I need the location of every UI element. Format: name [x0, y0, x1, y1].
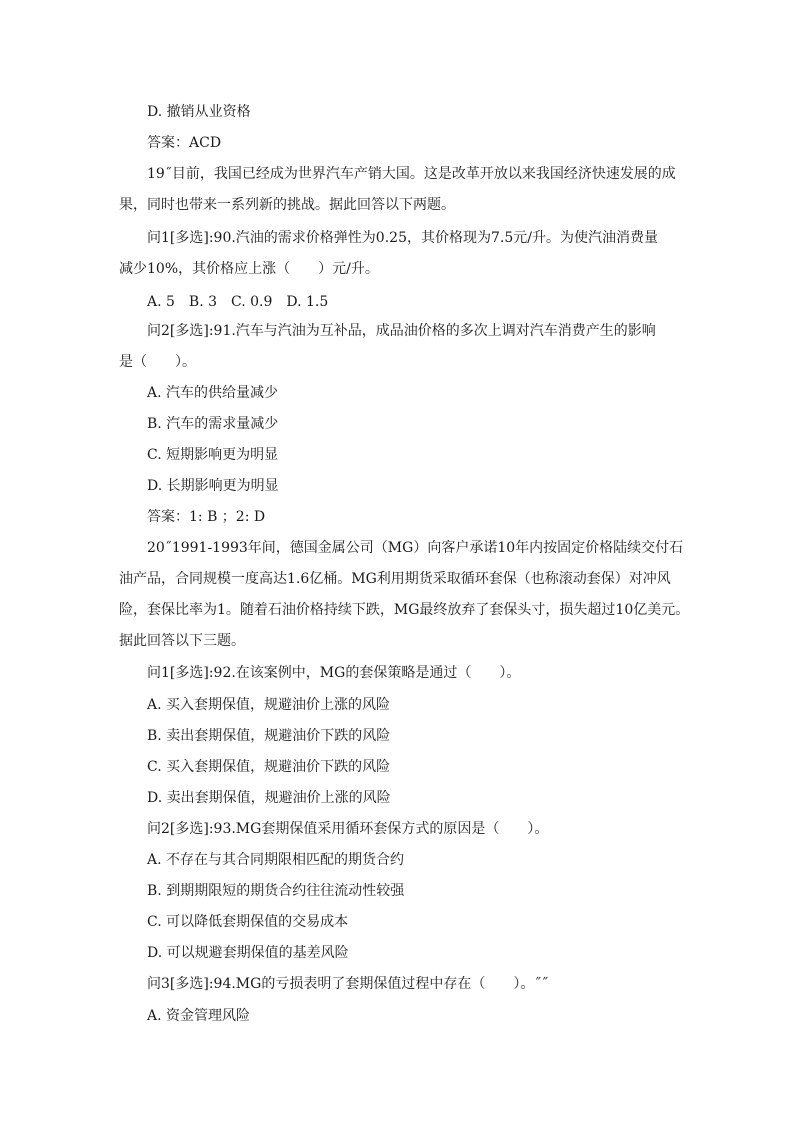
question-90-cont: 减少10%，其价格应上涨（ ）元/升。: [119, 261, 379, 277]
question-93: 问2[多选]:93.MG套期保值采用循环套保方式的原因是（ ）。: [147, 821, 549, 837]
question-91-cont: 是（ ）。: [119, 354, 196, 370]
option-b: B. 到期期限短的期货合约往往流动性较强: [147, 883, 405, 899]
question-94: 问3[多选]:94.MG的亏损表明了套期保值过程中存在（ ）。˝˝: [147, 976, 549, 992]
question-20-intro: 20˝1991-1993年间，德国金属公司（MG）向客户承诺10年内按固定价格陆续交付石: [147, 540, 684, 556]
question-90-options: A. 5 B. 3 C. 0.9 D. 1.5: [147, 294, 329, 310]
option-a: A. 不存在与其合同期限相匹配的期货合约: [147, 852, 405, 868]
question-19-intro-cont: 果，同时也带来一系列新的挑战。据此回答以下两题。: [119, 197, 455, 213]
question-90: 问1[多选]:90.汽油的需求价格弹性为0.25，其价格现为7.5元/升。为使汽油消费量: [147, 230, 658, 246]
option-d-revoke: D. 撤销从业资格: [147, 104, 251, 120]
option-a: A. 买入套期保值，规避油价上涨的风险: [147, 697, 391, 713]
option-a: A. 汽车的供给量减少: [147, 385, 279, 401]
question-20-intro-cont: 据此回答以下三题。: [119, 633, 245, 649]
option-a: A. 资金管理风险: [147, 1008, 251, 1024]
question-19-intro: 19˝目前，我国已经成为世界汽车产销大国。这是改革开放以来我国经济快速发展的成: [147, 166, 676, 182]
question-20-intro-cont: 险，套保比率为1。随着石油价格持续下跌，MG最终放弃了套保头寸，损失超过10亿美元。: [119, 602, 690, 618]
option-b: B. 汽车的需求量减少: [147, 416, 279, 432]
question-92: 问1[多选]:92.在该案例中，MG的套保策略是通过（ ）。: [147, 665, 521, 681]
option-c: C. 可以降低套期保值的交易成本: [147, 914, 349, 930]
option-d: D. 长期影响更为明显: [147, 478, 279, 494]
answer-line: 答案：1: B ；2: D: [147, 509, 266, 525]
answer-line: 答案：ACD: [147, 135, 222, 151]
option-b: B. 卖出套期保值，规避油价下跌的风险: [147, 728, 391, 744]
option-c: C. 短期影响更为明显: [147, 447, 279, 463]
question-91: 问2[多选]:91.汽车与汽油为互补品，成品油价格的多次上调对汽车消费产生的影响: [147, 323, 656, 339]
question-20-intro-cont: 油产品，合同规模一度高达1.6亿桶。MG利用期货采取循环套保（也称滚动套保）对冲风: [119, 571, 671, 587]
option-d: D. 可以规避套期保值的基差风险: [147, 945, 349, 961]
option-d: D. 卖出套期保值，规避油价上涨的风险: [147, 790, 391, 806]
option-c: C. 买入套期保值，规避油价下跌的风险: [147, 759, 391, 775]
